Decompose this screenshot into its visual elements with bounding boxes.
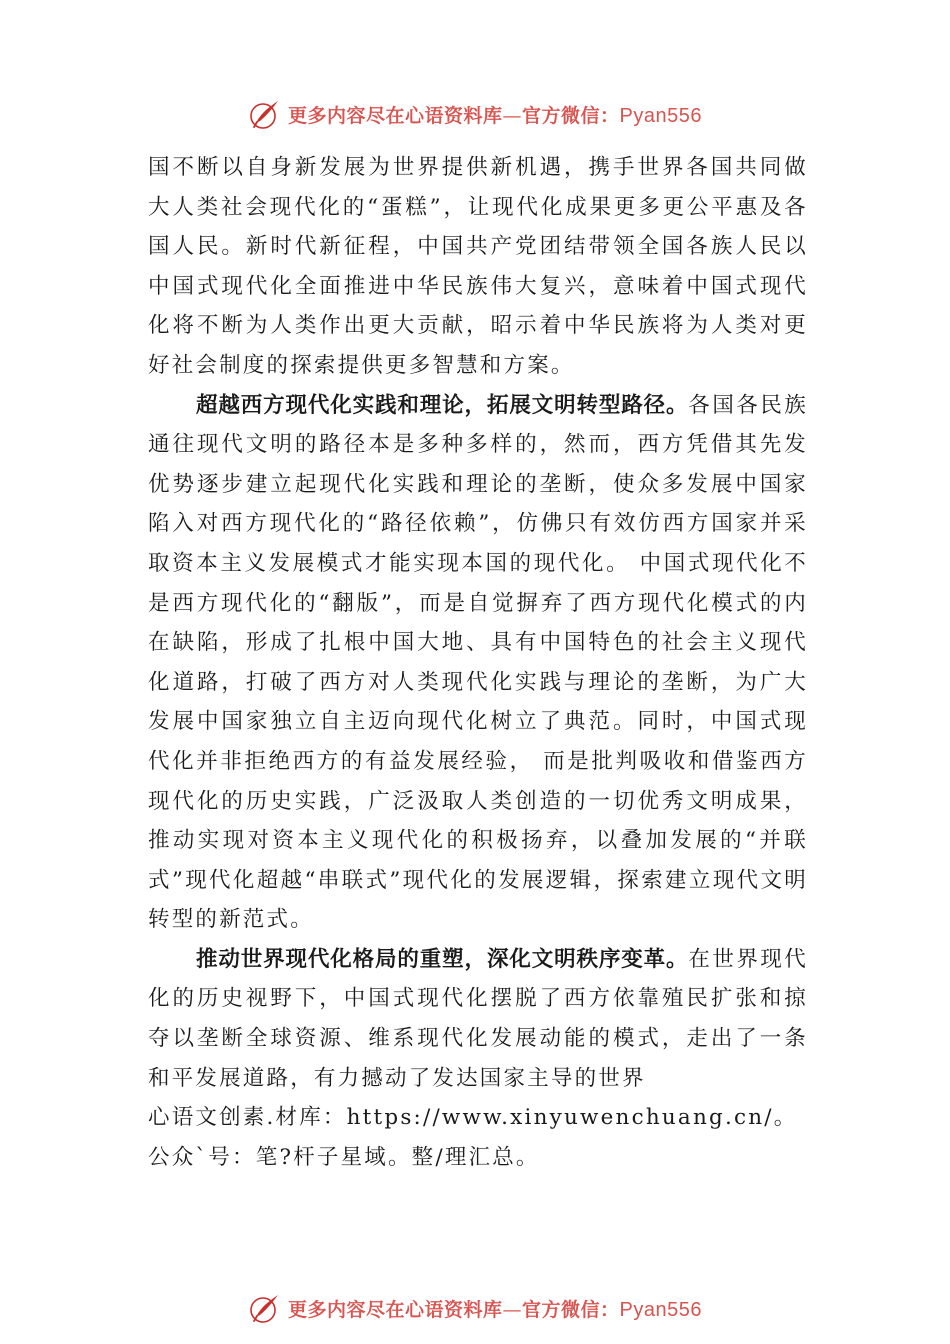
banner-text xyxy=(288,101,702,128)
banner-text xyxy=(288,1295,702,1322)
source-note: 心语文创素.材库：https://www.xinyuwenchuang.cn/。公众`号：笔?杆子星域。整/理汇总。 xyxy=(148,1105,798,1170)
paragraph-3 xyxy=(148,940,808,1098)
banner-prefix: 更多内容尽在心语资料库 xyxy=(288,1298,503,1321)
quill-seal-icon xyxy=(248,97,282,131)
document-body xyxy=(148,148,808,1177)
banner-label: 官方微信： xyxy=(522,1298,620,1321)
banner-prefix: 更多内容尽在心语资料库 xyxy=(288,104,503,127)
paragraph-2 xyxy=(148,386,808,940)
paragraph-2-heading: 超越西方现代化实践和理论，拓展文明转型路径。 xyxy=(196,392,689,418)
banner-separator: — xyxy=(502,1298,523,1321)
header-banner xyxy=(0,92,950,136)
paragraph-2-text: 各国各民族通往现代文明的路径本是多种多样的，然而，西方凭借其先发优势逐步建立起现代化实践和理论的垄断，使众多发展中国家陷入对西方现代化的“路径依赖”，仿佛只有效仿西方国家并采取资本主义发展模式才能实现本国的现代化。 中国式现代化不是西方现代化的“翻版”，而是自觉摒弃了西方现代化模式的内在缺陷，形成了扎根中国大地、具有中国特色的社会主义现代化道路，打破了西方对人类现代化实践与理论的垄断，为广大发展中国家独立自主迈向现代化树立了典范。同时，中国式现代化并非拒绝西方的有益发展经验， 而是批判吸收和借鉴西方现代化的历史实践，广泛汲取人类创造的一切优秀文明成果，推动实现对资本主义现代化的积极扬弃，以叠加发展的“并联式”现代化超越“串联式”现代化的发展逻辑，探索建立现代文明转型的新范式。 xyxy=(148,392,808,933)
quill-seal-icon xyxy=(248,1291,282,1325)
paragraph-3-heading: 推动世界现代化格局的重塑，深化文明秩序变革。 xyxy=(196,946,689,972)
banner-label: 官方微信： xyxy=(522,104,620,127)
banner-wechat-id: Pyan556 xyxy=(619,1298,702,1321)
footer-banner xyxy=(0,1286,950,1330)
banner-separator: — xyxy=(502,104,523,127)
banner-wechat-id: Pyan556 xyxy=(619,104,702,127)
paragraph-3-text: 在世界现代化的历史视野下，中国式现代化摆脱了西方依靠殖民扩张和掠夺以垄断全球资源、维系现代化发展动能的模式，走出了一条和平发展道路，有力撼动了发达国家主导的世界 xyxy=(148,946,808,1091)
paragraph-1: 国不断以自身新发展为世界提供新机遇，携手世界各国共同做大人类社会现代化的“蛋糕”，让现代化成果更多更公平惠及各国人民。新时代新征程，中国共产党团结带领全国各族人民以中国式现代化全面推进中华民族伟大复兴，意味着中国式现代化将不断为人类作出更大贡献，昭示着中华民族将为人类对更好社会制度的探索提供更多智慧和方案。 xyxy=(148,155,808,378)
